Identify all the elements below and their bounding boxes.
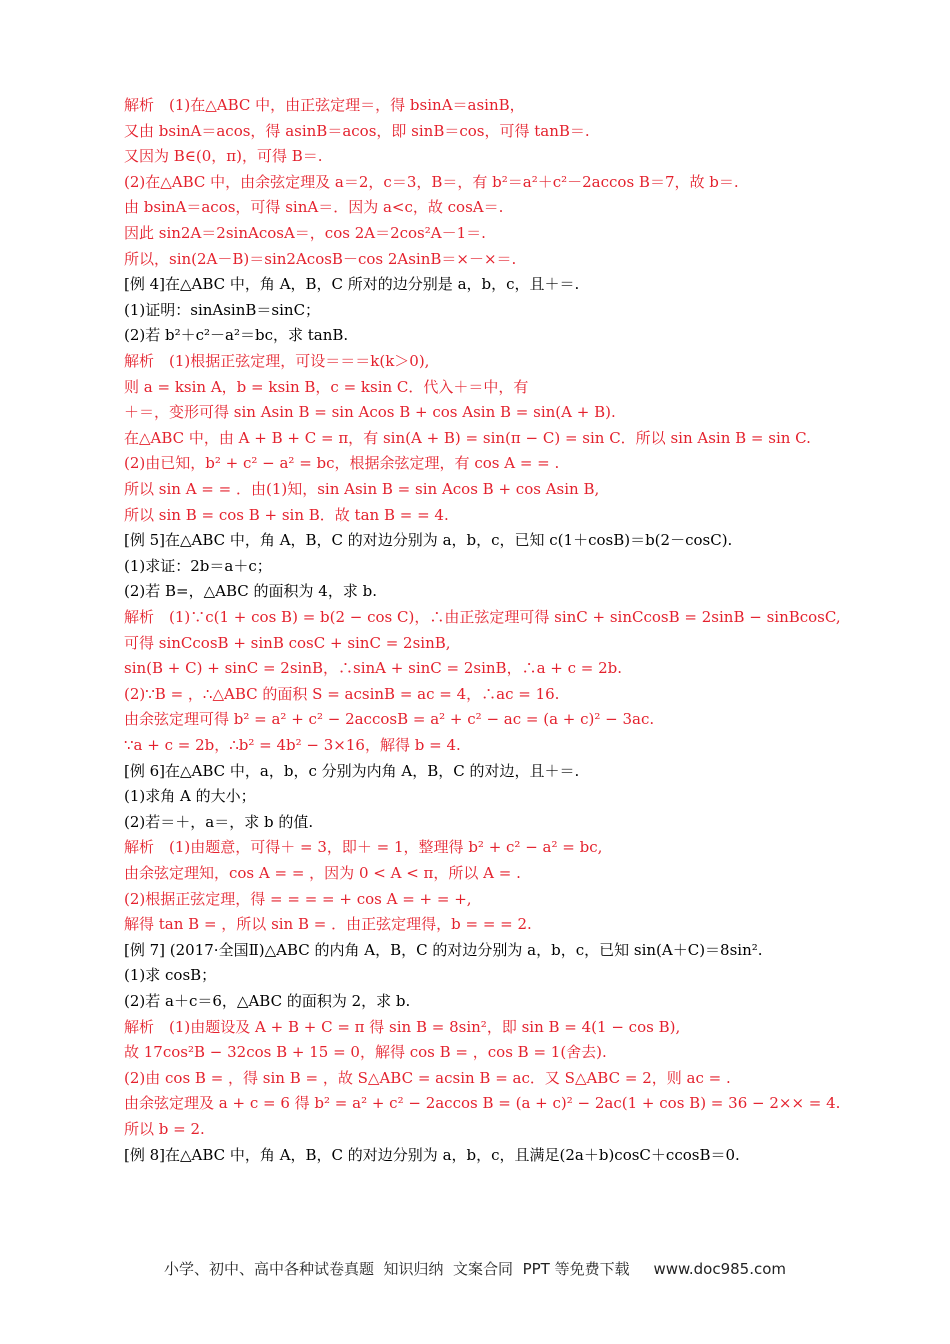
footer-banner: 小学、初中、高中各种试卷真题 知识归纳 文案合同 PPT 等免费下载 www.doc985.com xyxy=(163,1260,787,1278)
text-line: 解析 (1)∵c(1 + cos B) = b(2 − cos C)，∴由正弦定理可得 sinC + sinCcosB = 2sinB − sinBcosC, xyxy=(124,608,841,626)
text-line: (1)求 cosB； xyxy=(124,966,217,985)
text-line: [例 8]在△ABC 中，角 A，B，C 的对边分别为 a，b，c，且满足(2a＋b)cosC＋ccosB＝0. xyxy=(124,1145,740,1164)
text-line: [例 6]在△ABC 中，a，b，c 分别为内角 A，B，C 的对边，且＋＝. xyxy=(124,761,580,780)
text-line: 又因为 B∈(0，π)，可得 B＝. xyxy=(124,147,323,166)
text-line: (2)若 B=，△ABC 的面积为 4，求 b. xyxy=(124,582,377,601)
text-line: sin(B + C) + sinC = 2sinB，∴sinA + sinC = 2sinB，∴a + c = 2b. xyxy=(124,659,623,678)
text-line: (2)在△ABC 中，由余弦定理及 a＝2，c＝3，B＝，有 b²＝a²＋c²－2accos B＝7，故 b＝. xyxy=(124,172,739,191)
text-line: 所以 sin B = cos B + sin B．故 tan B = = 4. xyxy=(124,505,449,524)
text-line: [例 7] (2017·全国Ⅱ)△ABC 的内角 A，B，C 的对边分别为 a，b，c，已知 sin(A＋C)＝8sin². xyxy=(124,940,763,959)
text-line: ＋＝，变形可得 sin Asin B = sin Acos B + cos Asin B = sin(A + B). xyxy=(124,403,616,422)
text-line: (1)求角 A 的大小； xyxy=(124,787,256,806)
text-line: 由余弦定理及 a + c = 6 得 b² = a² + c² − 2accos B = (a + c)² − 2ac(1 + cos B) = 36 − 2×× = 4. xyxy=(124,1094,841,1113)
text-line: 则 a = ksin A，b = ksin B，c = ksin C．代入＋＝中，有 xyxy=(124,377,529,396)
text-line: (2)若 b²＋c²－a²＝bc，求 tanB. xyxy=(124,326,349,345)
text-line: (2)由已知，b² + c² − a² = bc，根据余弦定理，有 cos A = = . xyxy=(124,454,560,473)
text-line: (2)由 cos B = ，得 sin B = ，故 S△ABC = acsin B = ac．又 S△ABC = 2，则 ac = . xyxy=(124,1068,731,1087)
text-line: 由余弦定理可得 b² = a² + c² − 2accosB = a² + c² − ac = (a + c)² − 3ac. xyxy=(124,710,655,729)
text-line: 解析 (1)由题设及 A + B + C = π 得 sin B = 8sin²，即 sin B = 4(1 − cos B), xyxy=(124,1017,681,1036)
text-line: (2)若＝＋，a＝，求 b 的值. xyxy=(124,812,314,831)
text-line: 解析 (1)根据正弦定理，可设＝＝＝k(k＞0), xyxy=(124,352,430,370)
text-line: 所以 b = 2. xyxy=(124,1120,205,1138)
text-line: 解得 tan B = ，所以 sin B = ．由正弦定理得，b = = = 2. xyxy=(124,915,532,934)
text-line: (2)若 a＋c＝6，△ABC 的面积为 2，求 b. xyxy=(124,992,411,1010)
text-line: (2)根据正弦定理，得 = = = = + cos A = + = +, xyxy=(124,889,472,908)
text-line: 故 17cos²B − 32cos B + 15 = 0，解得 cos B = ，cos B = 1(舍去). xyxy=(124,1043,607,1062)
text-line: 因此 sin2A＝2sinAcosA＝，cos 2A＝2cos²A－1＝. xyxy=(124,224,486,242)
text-line: 所以，sin(2A－B)＝sin2AcosB－cos 2AsinB＝×－×＝. xyxy=(124,249,517,268)
text-line: 解析 (1)由题意，可得＋ = 3，即＋ = 1，整理得 b² + c² − a² = bc, xyxy=(124,838,603,857)
text-line: (1)求证：2b＝a＋c； xyxy=(124,556,272,575)
text-line: 由余弦定理知，cos A = = ，因为 0 < A < π，所以 A = . xyxy=(124,864,521,882)
text-line: [例 5]在△ABC 中，角 A，B，C 的对边分别为 a，b，c，已知 c(1＋cosB)＝b(2－cosC). xyxy=(124,531,733,550)
text-line: 在△ABC 中，由 A + B + C = π，有 sin(A + B) = sin(π − C) = sin C．所以 sin Asin B = sin C. xyxy=(124,428,811,447)
text-line: 所以 sin A = = ．由(1)知，sin Asin B = sin Acos B + cos Asin B, xyxy=(124,480,600,498)
text-line: 解析 (1)在△ABC 中，由正弦定理＝，得 bsinA＝asinB， xyxy=(124,96,525,114)
text-line: ∵a + c = 2b，∴b² = 4b² − 3×16，解得 b = 4. xyxy=(124,736,461,754)
text-line: (1)证明：sinAsinB＝sinC； xyxy=(124,300,321,319)
text-line: 可得 sinCcosB + sinB cosC + sinC = 2sinB, xyxy=(124,633,451,652)
text-line: (2)∵B = ，∴△ABC 的面积 S = acsinB = ac = 4，∴ac = 16. xyxy=(124,684,560,703)
text-line: 又由 bsinA＝acos，得 asinB＝acos，即 sinB＝cos，可得 tanB＝. xyxy=(124,121,590,140)
text-line: 由 bsinA＝acos，可得 sinA＝．因为 a<c，故 cosA＝. xyxy=(124,198,504,217)
text-line: [例 4]在△ABC 中，角 A，B，C 所对的边分别是 a，b，c，且＋＝. xyxy=(124,275,580,294)
